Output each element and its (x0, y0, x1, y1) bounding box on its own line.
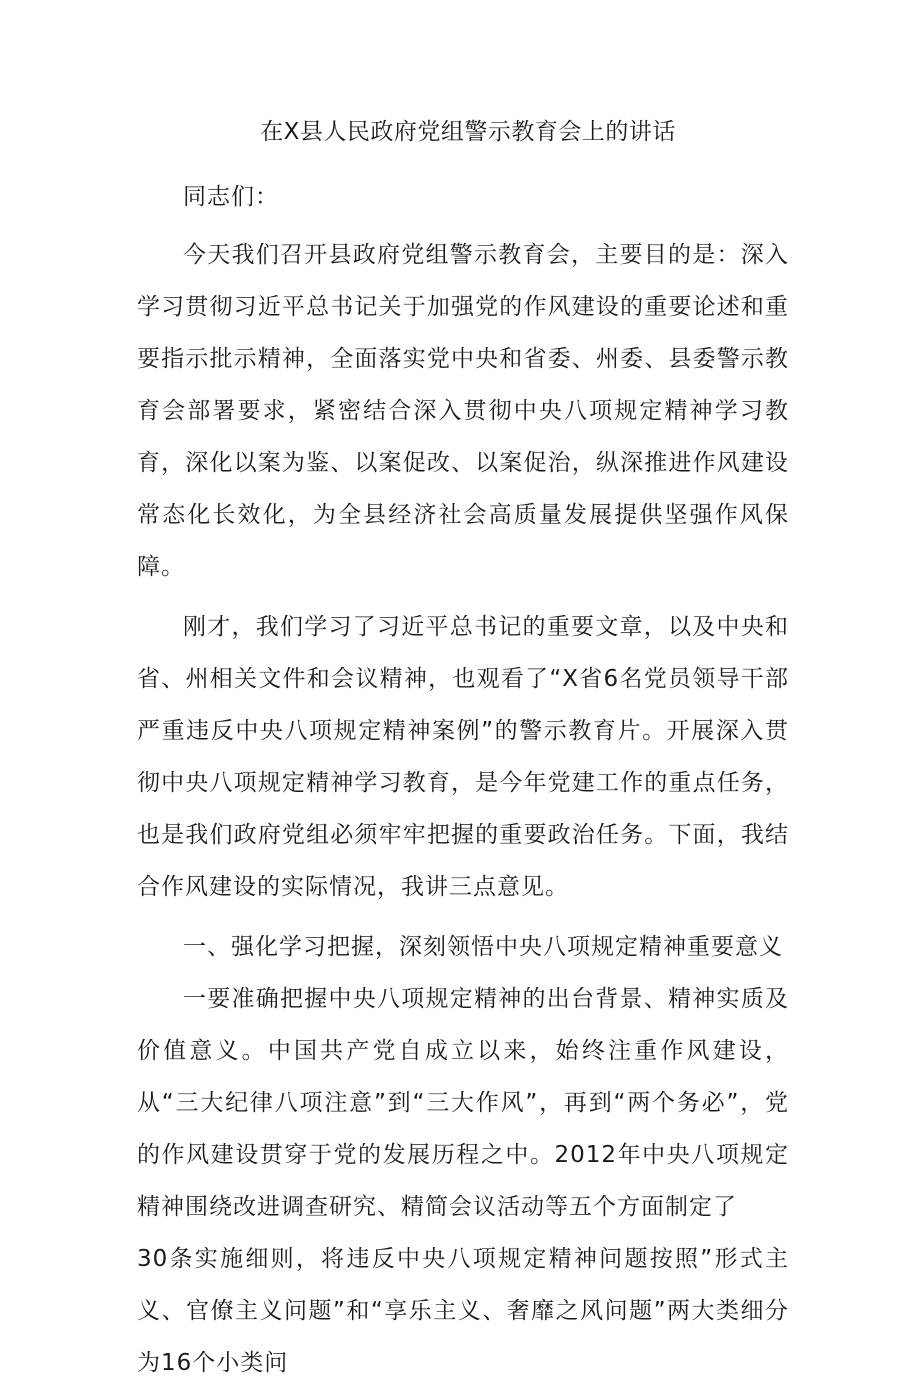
paragraph-background: 刚才，我们学习了习近平总书记的重要文章，以及中央和省、州相关文件和会议精神，也观看了“X省6名党员领导干部严重违反中央八项规定精神案例”的警示教育片。开展深入贯彻中央八项规定精神学习教育，是今年党建工作的重点任务，也是我们政府党组必须牢牢把握的重要政治任务。下面，我结合作风建设的实际情况，我讲三点意见。 (137, 614, 789, 900)
section-paragraph: 一要准确把握中央八项规定精神的出台背景、精神实质及价值意义。中国共产党自成立以来，始终注重作风建设，从“三大纪律八项注意”到“三大作风”，再到“两个务必”，党的作风建设贯穿于党的发展历程之中。2012年中央八项规定精神围绕改进调查研究、精简会议活动等五个方面制定了 (137, 986, 789, 1220)
salutation: 同志们： (183, 184, 279, 210)
document-title: 在X县人民政府党组警示教育会上的讲话 (260, 119, 676, 145)
continuation-paragraph: 30条实施细则，将违反中央八项规定精神问题按照”形式主义、官僚主义问题”和“享乐主义、奢靡之风问题”两大类细分为16个小类问 (137, 1246, 789, 1376)
paragraph-intro: 今天我们召开县政府党组警示教育会，主要目的是：深入学习贯彻习近平总书记关于加强党的作风建设的重要论述和重要指示批示精神，全面落实党中央和省委、州委、县委警示教育会部署要求，紧密结合深入贯彻中央八项规定精神学习教育，深化以案为鉴、以案促改、以案促治，纵深推进作风建设常态化长效化，为全县经济社会高质量发展提供坚强作风保障。 (137, 242, 789, 580)
section-heading: 一、强化学习把握，深刻领悟中央八项规定精神重要意义 (183, 934, 783, 960)
